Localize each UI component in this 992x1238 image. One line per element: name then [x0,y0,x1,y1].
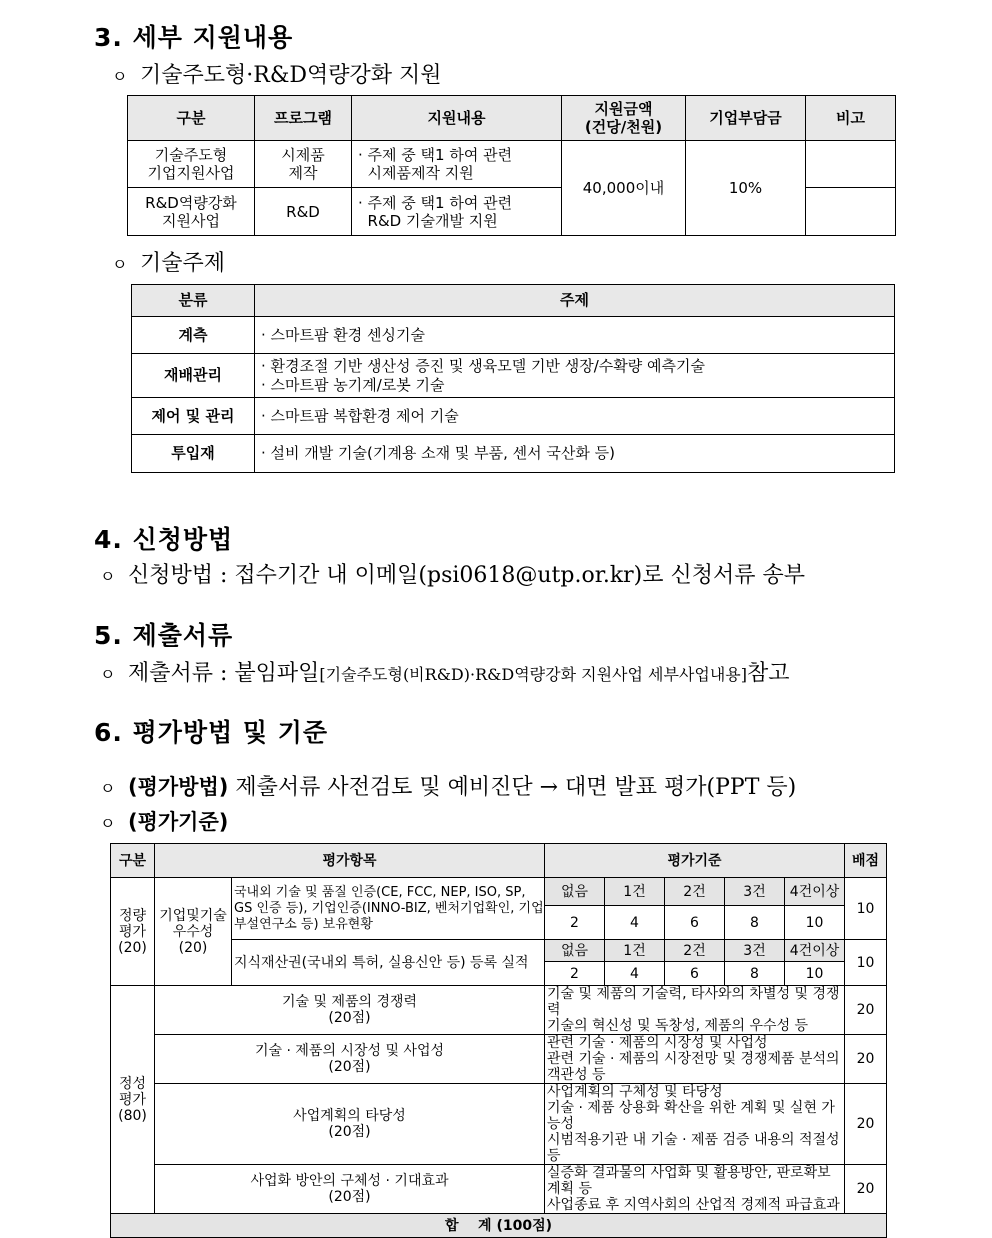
evaluation-method-label: (평가방법) [128,775,229,799]
scale-label-cell: 3건 [725,878,785,906]
scale-point-cell: 2 [545,962,605,986]
header-cell: 배점 [845,844,887,878]
header-cell: 주제 [255,285,895,317]
scale-point-cell: 10 [785,962,845,986]
category-cell: 투입재 [132,435,255,473]
section-4-title: 4. 신청방법 [94,525,234,554]
scale-point-cell: 8 [725,906,785,940]
scale-point-cell: 2 [545,906,605,940]
scale-point-cell: 4 [605,962,665,986]
evaluation-table [110,843,887,1238]
bullet-icon: ㅇ [100,779,116,798]
scale-label-cell: 4건이상 [785,878,845,906]
support-table [127,95,896,236]
application-method-text: 신청방법 : 접수기간 내 이메일(psi0618@utp.or.kr)로 신청서류 송부 [128,563,805,588]
header-cell: 프로그램 [255,96,352,141]
evaluation-criteria-label: (평가기준) [128,810,229,834]
scale-label-cell: 4건이상 [785,940,845,962]
score-cell: 10 [845,878,887,940]
qual-item-cell: 기술 · 제품의 시장성 및 사업성 (20점) [155,1035,545,1084]
header-cell: 지원내용 [352,96,562,141]
bullet-icon: ㅇ [112,67,128,86]
note-cell [806,141,896,188]
evaluation-method-text: 제출서류 사전검토 및 예비진단 → 대면 발표 평가(PPT 등) [235,775,797,800]
scale-point-cell: 10 [785,906,845,940]
amount-cell: 40,000이내 [562,141,686,236]
topic-cell: · 환경조절 기반 생산성 증진 및 생육모델 기반 생장/수확량 예측기술 · 스마트팜 농기계/로봇 기술 [255,354,895,398]
header-cell: 구분 [111,844,155,878]
submission-docs-line [100,656,790,687]
qual-criteria-cell: 실증화 결과물의 사업화 및 활용방안, 판로확보 계획 등 사업종료 후 지역사회의 산업적 경제적 파급효과 [545,1165,845,1214]
evaluation-criteria-line [100,806,228,836]
header-cell: 비고 [806,96,896,141]
category-cell: 재배관리 [132,354,255,398]
qual-criteria-cell: 기술 및 제품의 기술력, 타사와의 차별성 및 경쟁력 기술의 혁신성 및 독창성, 제품의 우수성 등 [545,986,845,1035]
submission-prefix: 제출서류 : 붙임파일 [128,661,320,686]
section-3-title: 3. 세부 지원내용 [94,23,294,52]
program-cell: R&D [255,188,352,236]
application-method-line [100,558,805,589]
header-cell: 평가항목 [155,844,545,878]
header-cell: 분류 [132,285,255,317]
type-cell: 기술주도형 기업지원사업 [128,141,255,188]
bullet-icon: ㅇ [112,255,128,274]
quant-group-cell: 기업및기술 우수성 (20) [155,878,232,986]
burden-cell: 10% [686,141,806,236]
scale-point-cell: 6 [665,906,725,940]
score-cell: 20 [845,1035,887,1084]
quant-item-cell: 국내외 기술 및 품질 인증(CE, FCC, NEP, ISO, SP, GS 인증 등), 기업인증(INNO-BIZ, 벤처기업확인, 기업부설연구소 등) 보유현황 [232,878,545,940]
qual-category-cell: 정성 평가 (80) [111,986,155,1214]
score-cell: 20 [845,986,887,1035]
scale-label-cell: 3건 [725,940,785,962]
scale-point-cell: 6 [665,962,725,986]
bullet-icon: ㅇ [100,567,116,586]
type-cell: R&D역량강화 지원사업 [128,188,255,236]
qual-item-cell: 사업계획의 타당성 (20점) [155,1084,545,1165]
submission-attachment-name: [기술주도형(비R&D)·R&D역량강화 지원사업 세부사업내용] [319,665,748,684]
category-cell: 계측 [132,317,255,354]
content-cell: · 주제 중 택1 하여 관련 시제품제작 지원 [352,141,562,188]
score-cell: 20 [845,1084,887,1165]
scale-point-cell: 4 [605,906,665,940]
scale-label-cell: 1건 [605,878,665,906]
topic-cell: · 설비 개발 기술(기계용 소재 및 부품, 센서 국산화 등) [255,435,895,473]
subsection-support-title [112,58,442,89]
qual-item-cell: 기술 및 제품의 경쟁력 (20점) [155,986,545,1035]
score-cell: 10 [845,940,887,986]
bullet-icon: ㅇ [100,814,116,833]
subsection-topic-label: 기술주제 [140,251,226,276]
section-5-title: 5. 제출서류 [94,621,234,650]
quant-category-cell: 정량 평가 (20) [111,878,155,986]
program-cell: 시제품 제작 [255,141,352,188]
header-cell: 기업부담금 [686,96,806,141]
submission-suffix: 참고 [747,661,790,686]
total-cell: 합 계 (100점) [111,1214,887,1238]
scale-label-cell: 2건 [665,878,725,906]
topic-cell: · 스마트팜 복합환경 제어 기술 [255,398,895,435]
quant-item-cell: 지식재산권(국내외 특허, 실용신안 등) 등록 실적 [232,940,545,986]
category-cell: 제어 및 관리 [132,398,255,435]
evaluation-method-line [100,770,796,801]
subsection-topic-title [112,246,225,277]
qual-item-cell: 사업화 방안의 구체성 · 기대효과 (20점) [155,1165,545,1214]
scale-label-cell: 없음 [545,878,605,906]
scale-label-cell: 2건 [665,940,725,962]
bullet-icon: ㅇ [100,665,116,684]
header-cell: 평가기준 [545,844,845,878]
scale-label-cell: 1건 [605,940,665,962]
topic-cell: · 스마트팜 환경 센싱기술 [255,317,895,354]
qual-criteria-cell: 관련 기술 · 제품의 시장성 및 사업성 관련 기술 · 제품의 시장전망 및 경쟁제품 분석의 객관성 등 [545,1035,845,1084]
subsection-support-label: 기술주도형·R&D역량강화 지원 [140,63,442,88]
scale-point-cell: 8 [725,962,785,986]
header-cell: 지원금액 (건당/천원) [562,96,686,141]
content-cell: · 주제 중 택1 하여 관련 R&D 기술개발 지원 [352,188,562,236]
topic-table [131,284,895,473]
note-cell [806,188,896,236]
section-6-title: 6. 평가방법 및 기준 [94,718,329,747]
header-cell: 구분 [128,96,255,141]
qual-criteria-cell: 사업계획의 구체성 및 타당성 기술 · 제품 상용화 확산을 위한 계획 및 실현 가능성 시범적용기관 내 기술 · 제품 검증 내용의 적절성 등 [545,1084,845,1165]
score-cell: 20 [845,1165,887,1214]
scale-label-cell: 없음 [545,940,605,962]
